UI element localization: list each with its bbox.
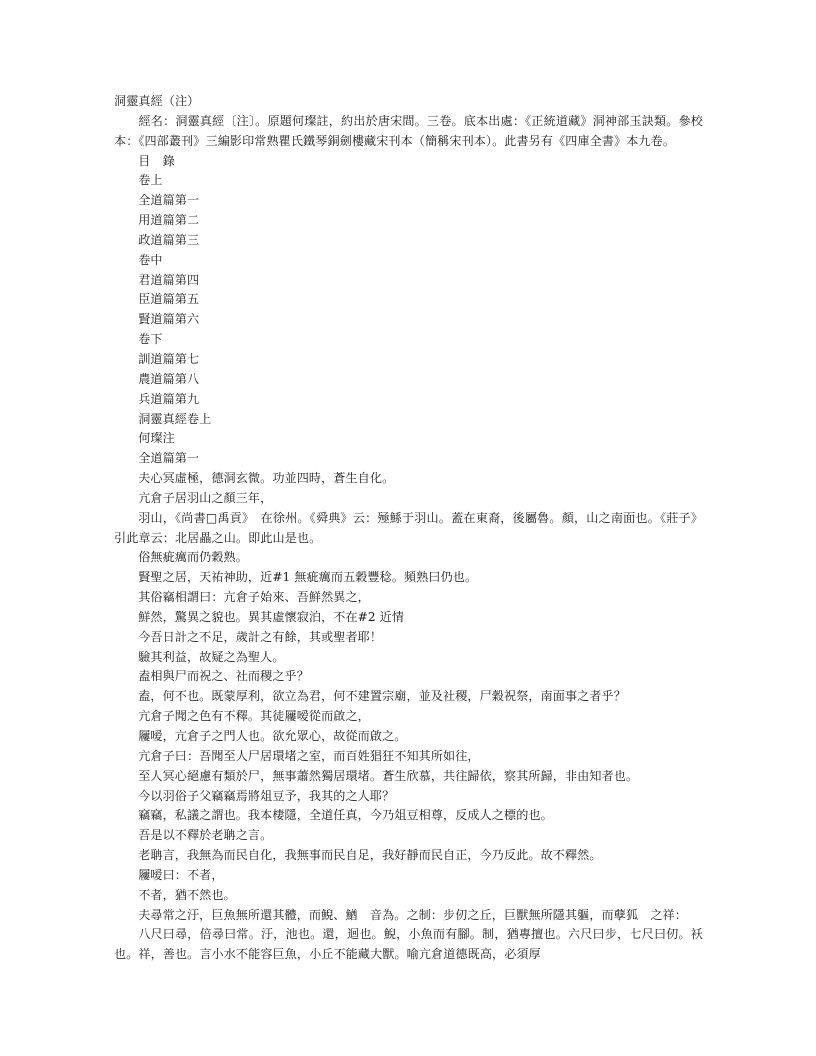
- toc-item-8: 卷下: [138, 332, 163, 347]
- toc-heading: 目 錄: [138, 153, 175, 168]
- toc-item-7: 賢道篇第六: [138, 312, 200, 327]
- body-line-5: 其俗竊相謂曰：亢倉子始來、吾鮮然異之，: [138, 590, 370, 605]
- toc-item-0: 卷上: [138, 173, 163, 188]
- scroll-heading: 洞靈真經卷上: [138, 411, 212, 426]
- body-line-9: 盍相與尸而祝之、社而稷之乎？: [138, 669, 309, 684]
- toc-item-2: 用道篇第二: [138, 213, 200, 228]
- body-line-19: 屨嗳曰：不者，: [138, 867, 224, 882]
- annotator-name: 何璨注: [138, 431, 175, 446]
- body-line-17: 吾是以不釋於老聃之言。: [138, 828, 273, 843]
- toc-item-1: 全道篇第一: [138, 193, 200, 208]
- body-line-22: 八尺曰尋，倍尋曰常。汙，池也。還，迴也。鯢，小魚而有腳。制，猶專擅也。六尺曰步，七尺曰仞。袄也。祥，善也。言小水不能容巨魚，小丘不能藏大獸。喻亢倉道德既高，必須厚: [114, 927, 703, 962]
- toc-item-9: 訓道篇第七: [138, 351, 200, 366]
- toc-item-3: 政道篇第三: [138, 232, 200, 247]
- body-line-16: 竊竊，私議之謂也。我本棲隱，全道任真，今乃俎豆相尊，反成人之標的也。: [138, 808, 553, 823]
- toc-item-5: 君道篇第四: [138, 272, 200, 287]
- body-line-0: 夫心冥虛極，德洞玄微。功並四時，蒼生自化。: [138, 471, 395, 486]
- toc-item-6: 臣道篇第五: [138, 292, 200, 307]
- body-line-21: 夫尋常之汙，巨魚無所還其體，而鯢、鰌 音為。之制：步仞之丘，巨獸無所隱其軀，而孽狐 之祥：: [138, 907, 687, 922]
- document-body: [114, 92, 703, 965]
- body-line-3: 俗無疵癘而仍穀熟。: [138, 550, 248, 565]
- toc-item-4: 卷中: [138, 252, 163, 267]
- body-line-11: 亢倉子聞之色有不釋。其徒屨嗳從而啟之，: [138, 709, 370, 724]
- toc-item-11: 兵道篇第九: [138, 391, 200, 406]
- toc-item-10: 農道篇第八: [138, 371, 200, 386]
- body-line-20: 不者，猶不然也。: [138, 887, 236, 902]
- body-line-6: 鮮然，驚異之貌也。異其虛懷寂泊，不在#2 近情: [138, 609, 405, 624]
- chapter-heading: 全道篇第一: [138, 451, 200, 466]
- body-line-13: 亢倉子曰：吾聞至人尸居環堵之室，而百姓猖狂不知其所如往，: [138, 748, 480, 763]
- body-line-10: 盍，何不也。既蒙厚利，欲立為君，何不建置宗廟，並及社稷，尸穀祝祭，南面事之者乎？: [138, 689, 626, 704]
- body-line-2: 羽山，《尚書□禹貢》 在徐州。《舜典》云：殛鯀于羽山。蓋在東裔，後屬魯。顏，山之南面也。《莊子》引此章云：北居畾之山。即此山是也。: [114, 510, 703, 545]
- body-line-4: 賢聖之居，天祐神助，近#1 無疵癘而五穀豐稔。頻熟曰仍也。: [138, 570, 478, 585]
- body-line-8: 驗其利益，故疑之為聖人。: [138, 649, 285, 664]
- body-line-12: 屨嗳，亢倉子之門人也。欲允眾心，故從而啟之。: [138, 729, 407, 743]
- body-line-18: 老聃言，我無為而民自化，我無事而民自足，我好靜而民自正，今乃反此。故不釋然。: [138, 848, 602, 863]
- body-line-7: 今吾日計之不足，歲計之有餘，其或聖者耶！: [138, 629, 383, 644]
- body-line-1: 亢倉子居羽山之顏三年，: [138, 490, 273, 505]
- body-line-15: 今以羽俗子父竊竊焉將俎豆予，我其的之人耶？: [138, 788, 395, 803]
- body-line-14: 至人冥心絕慮有類於尸，無事蕭然獨居環堵。蒼生欣慕，共往歸依，察其所歸，非由知者也。: [138, 768, 639, 783]
- colophon-paragraph: 經名：洞靈真經〔注〕。原題何璨註，約出於唐宋間。三卷。底本出處：《正統道藏》洞神部玉訣類。參校本：《四部叢刊》三編影印常熟瞿氏鐵琴銅劍樓藏宋刊本（簡稱宋刊本）。此書另有《四庫全書》本九卷。: [114, 113, 703, 148]
- document-title: 洞靈真經（注）: [114, 94, 200, 108]
